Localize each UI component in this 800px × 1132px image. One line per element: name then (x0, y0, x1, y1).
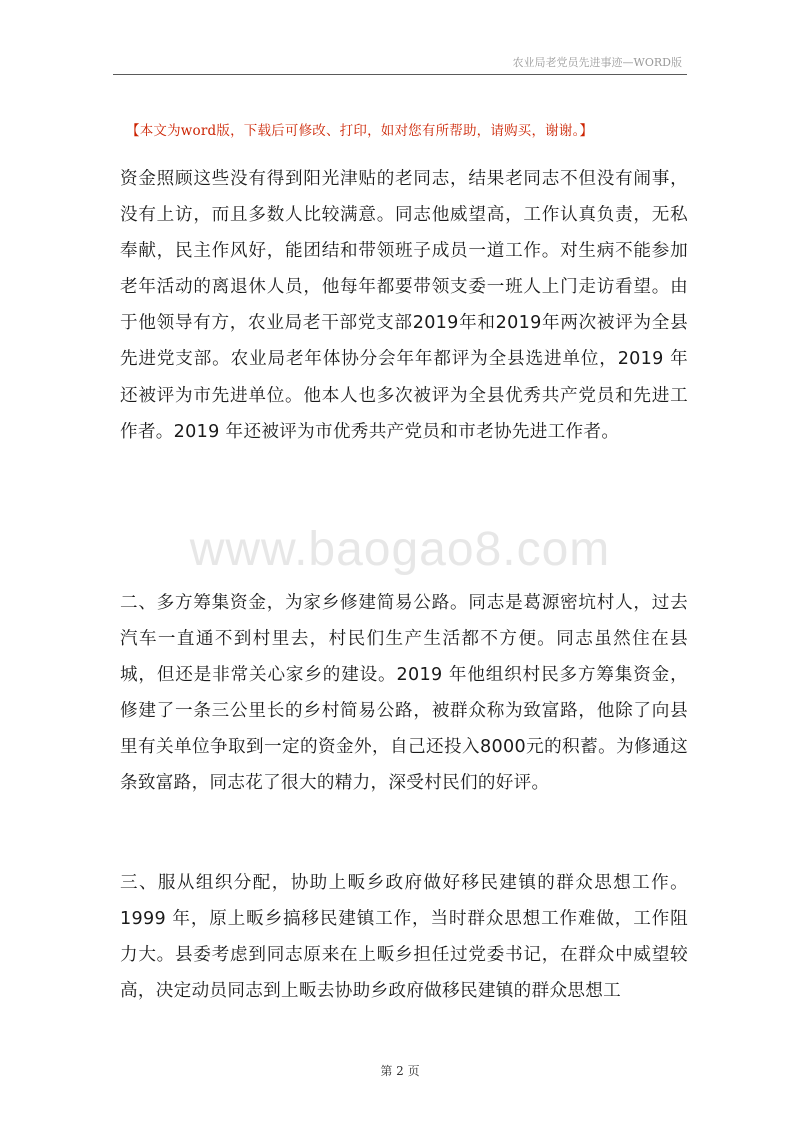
paragraph-2: 二、多方筹集资金，为家乡修建简易公路。同志是葛源密坑村人，过去汽车一直通不到村里去，村民们生产生活都不方便。同志虽然住在县城，但还是非常关心家乡的建设。2019 年他组织村民多方筹集资金，修建了一条三公里长的乡村简易公路，被群众称为致富路，他除了向县里有关单位争取到一定的资金外，自己还投入8000元的积蓄。为修通这条致富路，同志花了很大的精力，深受村民们的好评。 (120, 593, 688, 794)
paragraph-1: 资金照顾这些没有得到阳光津贴的老同志，结果老同志不但没有闹事，没有上访，而且多数人比较满意。同志他威望高，工作认真负责，无私奉献，民主作风好，能团结和带领班子成员一道工作。对生病不能参加老年活动的离退休人员，他每年都要带领支委一班人上门走访看望。由于他领导有方，农业局老干部党支部2019年和2019年两次被评为全县先进党支部。农业局老年体协分会年年都评为全县选进单位，2019 年还被评为市先进单位。他本人也多次被评为全县优秀共产党员和先进工作者。2019 年还被评为市优秀共产党员和市老协先进工作者。 (120, 169, 688, 442)
page-number: 第 2 页 (380, 1064, 420, 1078)
watermark-text: www.baogao8.com (189, 523, 611, 576)
page-header-title: 农业局老党员先进事迹—WORD版 (512, 56, 682, 69)
header-divider (113, 74, 687, 75)
paragraph-3: 三、服从组织分配，协助上畈乡政府做好移民建镇的群众思想工作。1999 年，原上畈乡搞移民建镇工作，当时群众思想工作难做，工作阻力大。县委考虑到同志原来在上畈乡担任过党委书记，在群众中威望较高，决定动员同志到上畈去协助乡政府做移民建镇的群众思想工 (120, 873, 688, 1002)
download-notice: 【本文为word版，下载后可修改、打印，如对您有所帮助，请购买，谢谢。】 (126, 123, 594, 139)
